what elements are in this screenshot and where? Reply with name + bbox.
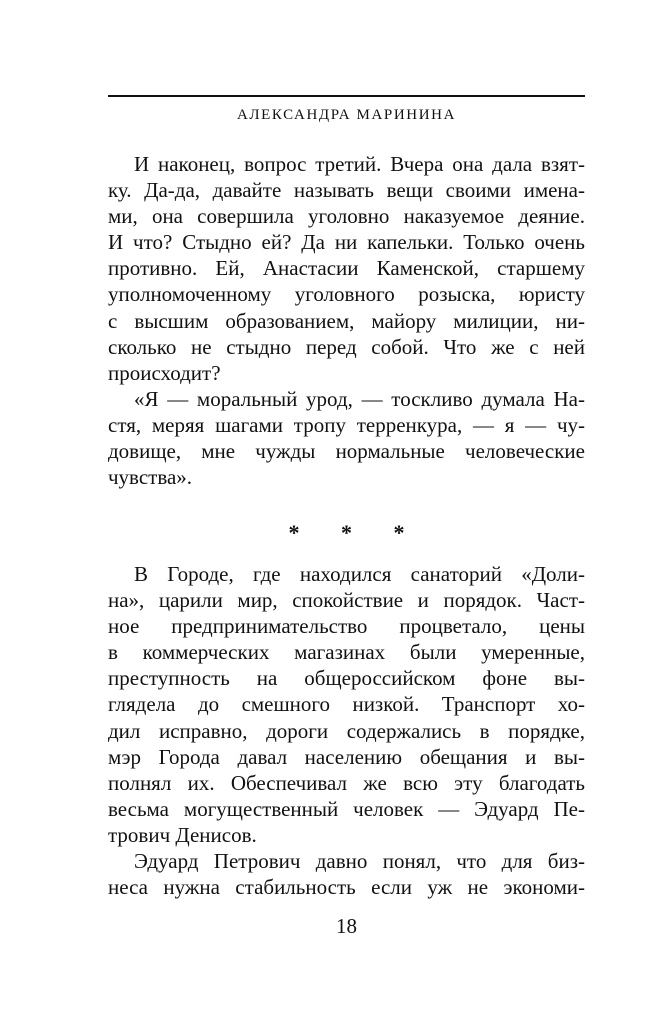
section-separator: * * *	[288, 520, 423, 545]
text-line: трович Денисов.	[108, 822, 257, 847]
text-line: с высшим образованием, майору милиции, ни-	[108, 308, 585, 333]
text-line: «Я — моральный урод, — тоскливо думала На-	[134, 386, 585, 411]
text-line: весьма могущественный человек — Эдуард Пе-	[108, 796, 585, 821]
text-line: мэр Города давал населению обещания и вы-	[108, 744, 585, 769]
text-line: дил исправно, дороги содержались в порядке,	[108, 718, 585, 743]
text-line: сколько не стыдно перед собой. Что же с ней	[108, 334, 585, 359]
text-line: И что? Стыдно ей? Да ни капельки. Только очень	[108, 230, 585, 255]
text-line: полнял их. Обеспечивал же всю эту благодать	[108, 770, 585, 795]
text-line: противно. Ей, Анастасии Каменской, старшему	[108, 256, 585, 281]
text-line: чувства».	[108, 465, 193, 490]
text-line: уполномоченному уголовного розыска, юристу	[108, 282, 585, 307]
paragraph	[108, 151, 585, 386]
running-head: АЛЕКСАНДРА МАРИНИНА	[236, 107, 457, 123]
text-line: на», царили мир, спокойствие и порядок. Част-	[108, 588, 585, 613]
text-line: в коммерческих магазинах были умеренные,	[108, 640, 585, 665]
page-number: 18	[336, 914, 357, 938]
text-line: И наконец, вопрос третий. Вчера она дала взят-	[134, 152, 585, 176]
header-rule	[108, 95, 585, 97]
text-line: ное предпринимательство процветало, цены	[108, 614, 585, 639]
text-line: неса нужна стабильность если уж не экономи-	[108, 875, 585, 900]
text-block-top	[108, 151, 585, 490]
text-block-bottom	[108, 561, 585, 900]
text-line: Эдуард Петрович давно понял, что для биз-	[134, 849, 585, 874]
text-line: глядела до смешного низкой. Транспорт хо-	[108, 692, 585, 717]
paragraph	[108, 848, 585, 900]
text-line: довище, мне чужды нормальные человеческие	[108, 439, 585, 464]
paragraph	[108, 561, 585, 848]
paragraph	[108, 386, 585, 490]
text-line: преступность на общероссийском фоне вы-	[108, 666, 585, 691]
text-line: происходит?	[108, 360, 221, 385]
text-line: ми, она совершила уголовно наказуемое деяние.	[108, 204, 585, 229]
text-line: стя, меряя шагами тропу терренкура, — я — чу-	[108, 412, 585, 437]
text-line: ку. Да-да, давайте называть вещи своими имена-	[108, 178, 585, 203]
text-line: В Городе, где находился санаторий «Доли-	[134, 562, 585, 586]
